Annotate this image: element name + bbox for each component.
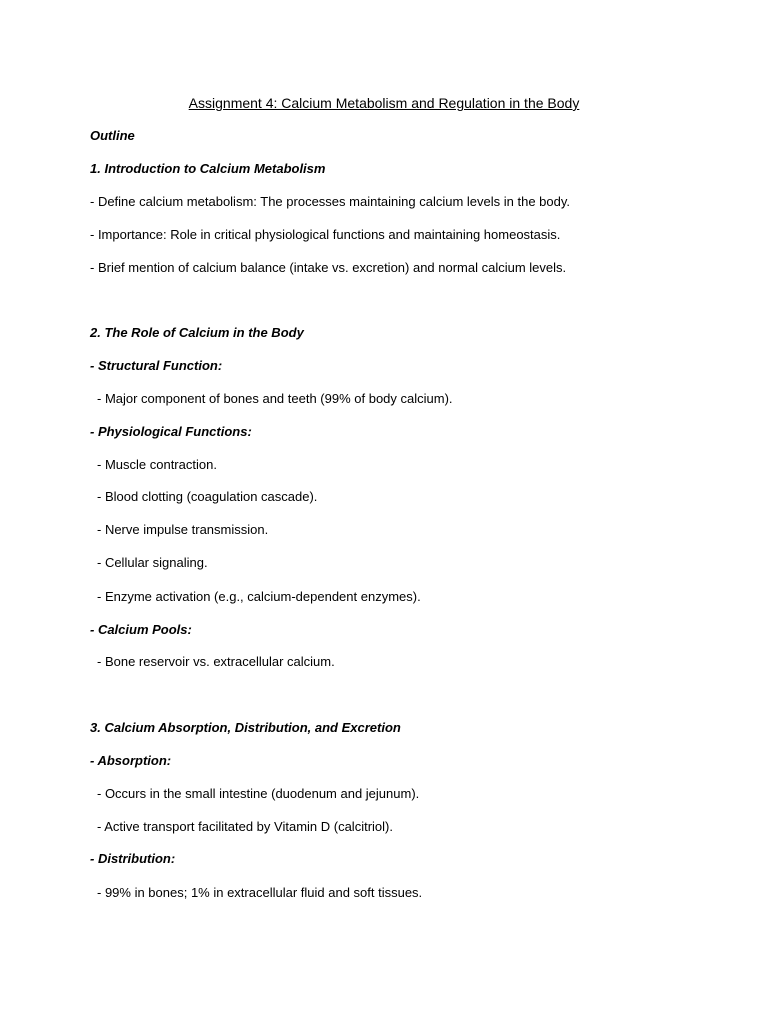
subsection-item: - Cellular signaling. (97, 555, 208, 570)
subsection-item: - Muscle contraction. (97, 457, 217, 472)
subsection-item: - Bone reservoir vs. extracellular calcium. (97, 654, 335, 669)
subsection-item: - Nerve impulse transmission. (97, 522, 269, 537)
section-1-heading: 1. Introduction to Calcium Metabolism (90, 161, 326, 176)
subsection-item: - Major component of bones and teeth (99% of body calcium). (97, 391, 453, 406)
subsection-label: - Physiological Functions: (90, 424, 252, 439)
outline-label: Outline (90, 128, 135, 143)
section-2-heading: 2. The Role of Calcium in the Body (90, 325, 304, 340)
subsection-item: - 99% in bones; 1% in extracellular fluid and soft tissues. (97, 885, 423, 900)
document-title: Assignment 4: Calcium Metabolism and Regulation in the Body (188, 95, 580, 111)
section-1-line: - Brief mention of calcium balance (intake vs. excretion) and normal calcium levels. (90, 260, 567, 275)
subsection-label: - Calcium Pools: (90, 622, 192, 637)
section-1-line: - Importance: Role in critical physiological functions and maintaining homeostasis. (90, 227, 561, 242)
subsection-label: - Structural Function: (90, 358, 223, 373)
subsection-item: - Active transport facilitated by Vitamin D (calcitriol). (97, 819, 393, 834)
subsection-item: - Enzyme activation (e.g., calcium-dependent enzymes). (97, 589, 421, 604)
subsection-label: - Distribution: (90, 851, 176, 866)
section-3-heading: 3. Calcium Absorption, Distribution, and Excretion (90, 720, 401, 735)
subsection-item: - Blood clotting (coagulation cascade). (97, 489, 318, 504)
subsection-label: - Absorption: (90, 753, 172, 768)
section-1-line: - Define calcium metabolism: The processes maintaining calcium levels in the body. (90, 194, 571, 209)
subsection-item: - Occurs in the small intestine (duodenum and jejunum). (97, 786, 420, 801)
